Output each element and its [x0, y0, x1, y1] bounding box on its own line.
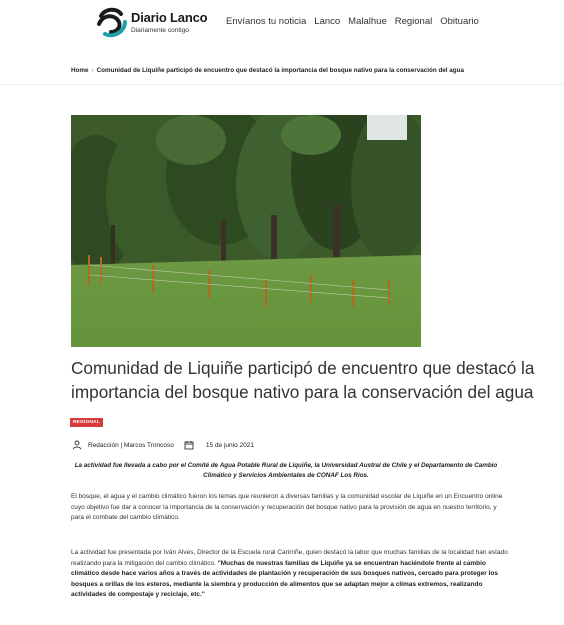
breadcrumb-current: Comunidad de Liquiñe participó de encuentro que destacó la importancia del bosque nativo para la conservación del agua	[96, 67, 465, 74]
article-date: 15 de junio 2021	[205, 441, 254, 449]
article-author[interactable]: Redacción | Marcos Troncoso	[88, 441, 174, 449]
nav-envianos-tu-noticia[interactable]: Envíanos tu noticia	[226, 16, 307, 27]
article-title: Comunidad de Liquiñe participó de encuentro que destacó la importancia del bosque nativo para la conservación del agua	[71, 358, 535, 402]
article-paragraph	[71, 548, 511, 601]
nav-obituario[interactable]: Obituario	[440, 16, 479, 27]
calendar-icon	[184, 440, 194, 450]
breadcrumb	[71, 67, 464, 74]
site-header	[0, 0, 564, 52]
header-divider	[0, 84, 564, 85]
article-lead: La actividad fue llevada a cabo por el Comité de Agua Potable Rural de Liquiñe, la Universidad Austral de Chile y el Departamento de Cambio Climático y Servicios Ambientales de CONAF Los Ríos.	[74, 462, 498, 479]
article-hero-image	[71, 115, 421, 347]
nav-regional[interactable]: Regional	[394, 16, 433, 27]
category-badge[interactable]: REGIONAL	[70, 418, 103, 427]
paragraph-quote: "Muchas de nuestras familias de Liquiñe ya se encuentran haciéndole frente al cambio climático desde hace varios años a través de actividades de plantación y recuperación de sus bosques nativos, cercado para proteger los bosques a orillas de los esteros, mediante la siembra y producción de alimentos que se adaptan mejor a climas extremos, realizando actividades de compostaje y reciclaje, etc."	[71, 559, 498, 598]
paragraph-intro: La actividad fue presentada por Iván Alves, Director de la Escuela rural Carirriñe, quien destacó la labor que muchas familias de la localidad han estado realizando para la mitigación del cambio climático.	[71, 549, 508, 567]
breadcrumb-separator: ›	[91, 67, 94, 74]
nav-lanco[interactable]: Lanco	[314, 16, 341, 27]
forest-meadow-photo	[71, 115, 421, 347]
article-paragraph: El bosque, el agua y el cambio climático fueron los temas que reunieron a diversas familias y la comunidad escolar de Liquiñe en un Encuentro online cuyo objetivo fue dar a conocer la importancia de la conservación y recuperación del bosque nativo para la provisión de agua en nuestro territorio, y para el combate del cambio climático.	[71, 493, 503, 521]
logo-tagline: Diariamente contigo	[131, 27, 189, 34]
breadcrumb-home[interactable]: Home	[71, 67, 89, 74]
nav-malalhue[interactable]: Malalhue	[348, 16, 387, 27]
diario-lanco-logo-icon[interactable]	[95, 6, 129, 40]
article-meta	[72, 440, 254, 450]
logo-title: Diario Lanco	[131, 10, 208, 25]
main-nav	[226, 16, 487, 27]
logo-text[interactable]	[131, 11, 207, 35]
user-icon	[72, 440, 82, 450]
